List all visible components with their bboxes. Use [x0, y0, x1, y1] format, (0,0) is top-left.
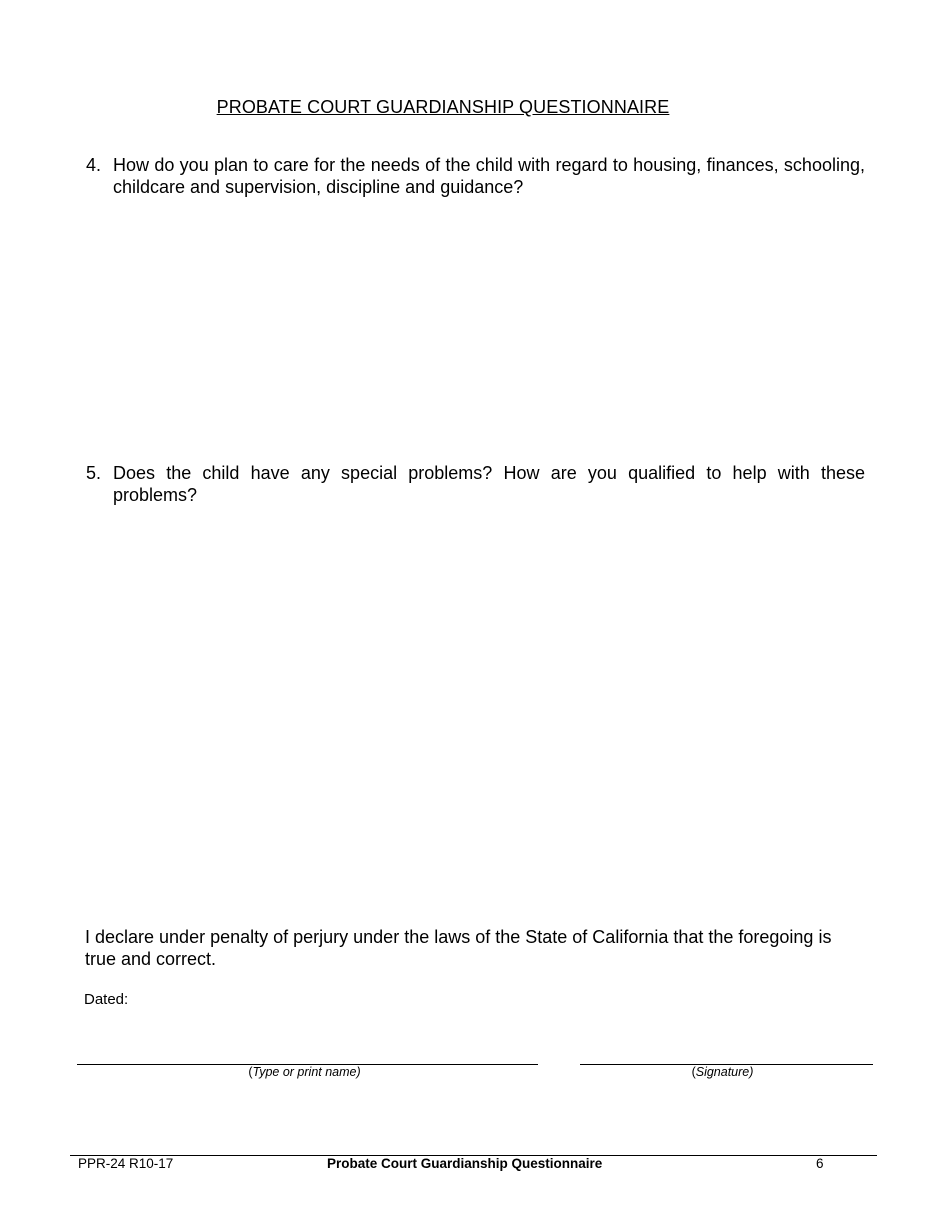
question-5 [86, 462, 865, 506]
declaration-statement: I declare under penalty of perjury under the laws of the State of California that the foregoing is true and correct. [85, 927, 832, 969]
footer-form-id: PPR-24 R10-17 [78, 1156, 174, 1171]
question-4 [86, 154, 865, 198]
question-5-text: Does the child have any special problems? How are you qualified to help with these problems? [113, 463, 865, 505]
document-title: PROBATE COURT GUARDIANSHIP QUESTIONNAIRE [216, 97, 670, 117]
signature-caption-text: Signature) [695, 1065, 754, 1079]
question-5-number: 5. [86, 463, 102, 483]
name-caption [77, 1065, 532, 1079]
question-4-number: 4. [86, 155, 102, 175]
question-4-text: How do you plan to care for the needs of the child with regard to housing, finances, schooling, childcare and supervision, discipline and guidance? [113, 155, 865, 197]
footer-page-number: 6 [816, 1156, 824, 1171]
name-caption-text: Type or print name) [252, 1065, 361, 1079]
dated-label: Dated: [84, 991, 129, 1008]
signature-caption-open: ( [691, 1065, 696, 1079]
name-caption-open: ( [248, 1065, 253, 1079]
signature-caption [580, 1065, 865, 1079]
footer-form-title: Probate Court Guardianship Questionnaire [327, 1156, 603, 1171]
